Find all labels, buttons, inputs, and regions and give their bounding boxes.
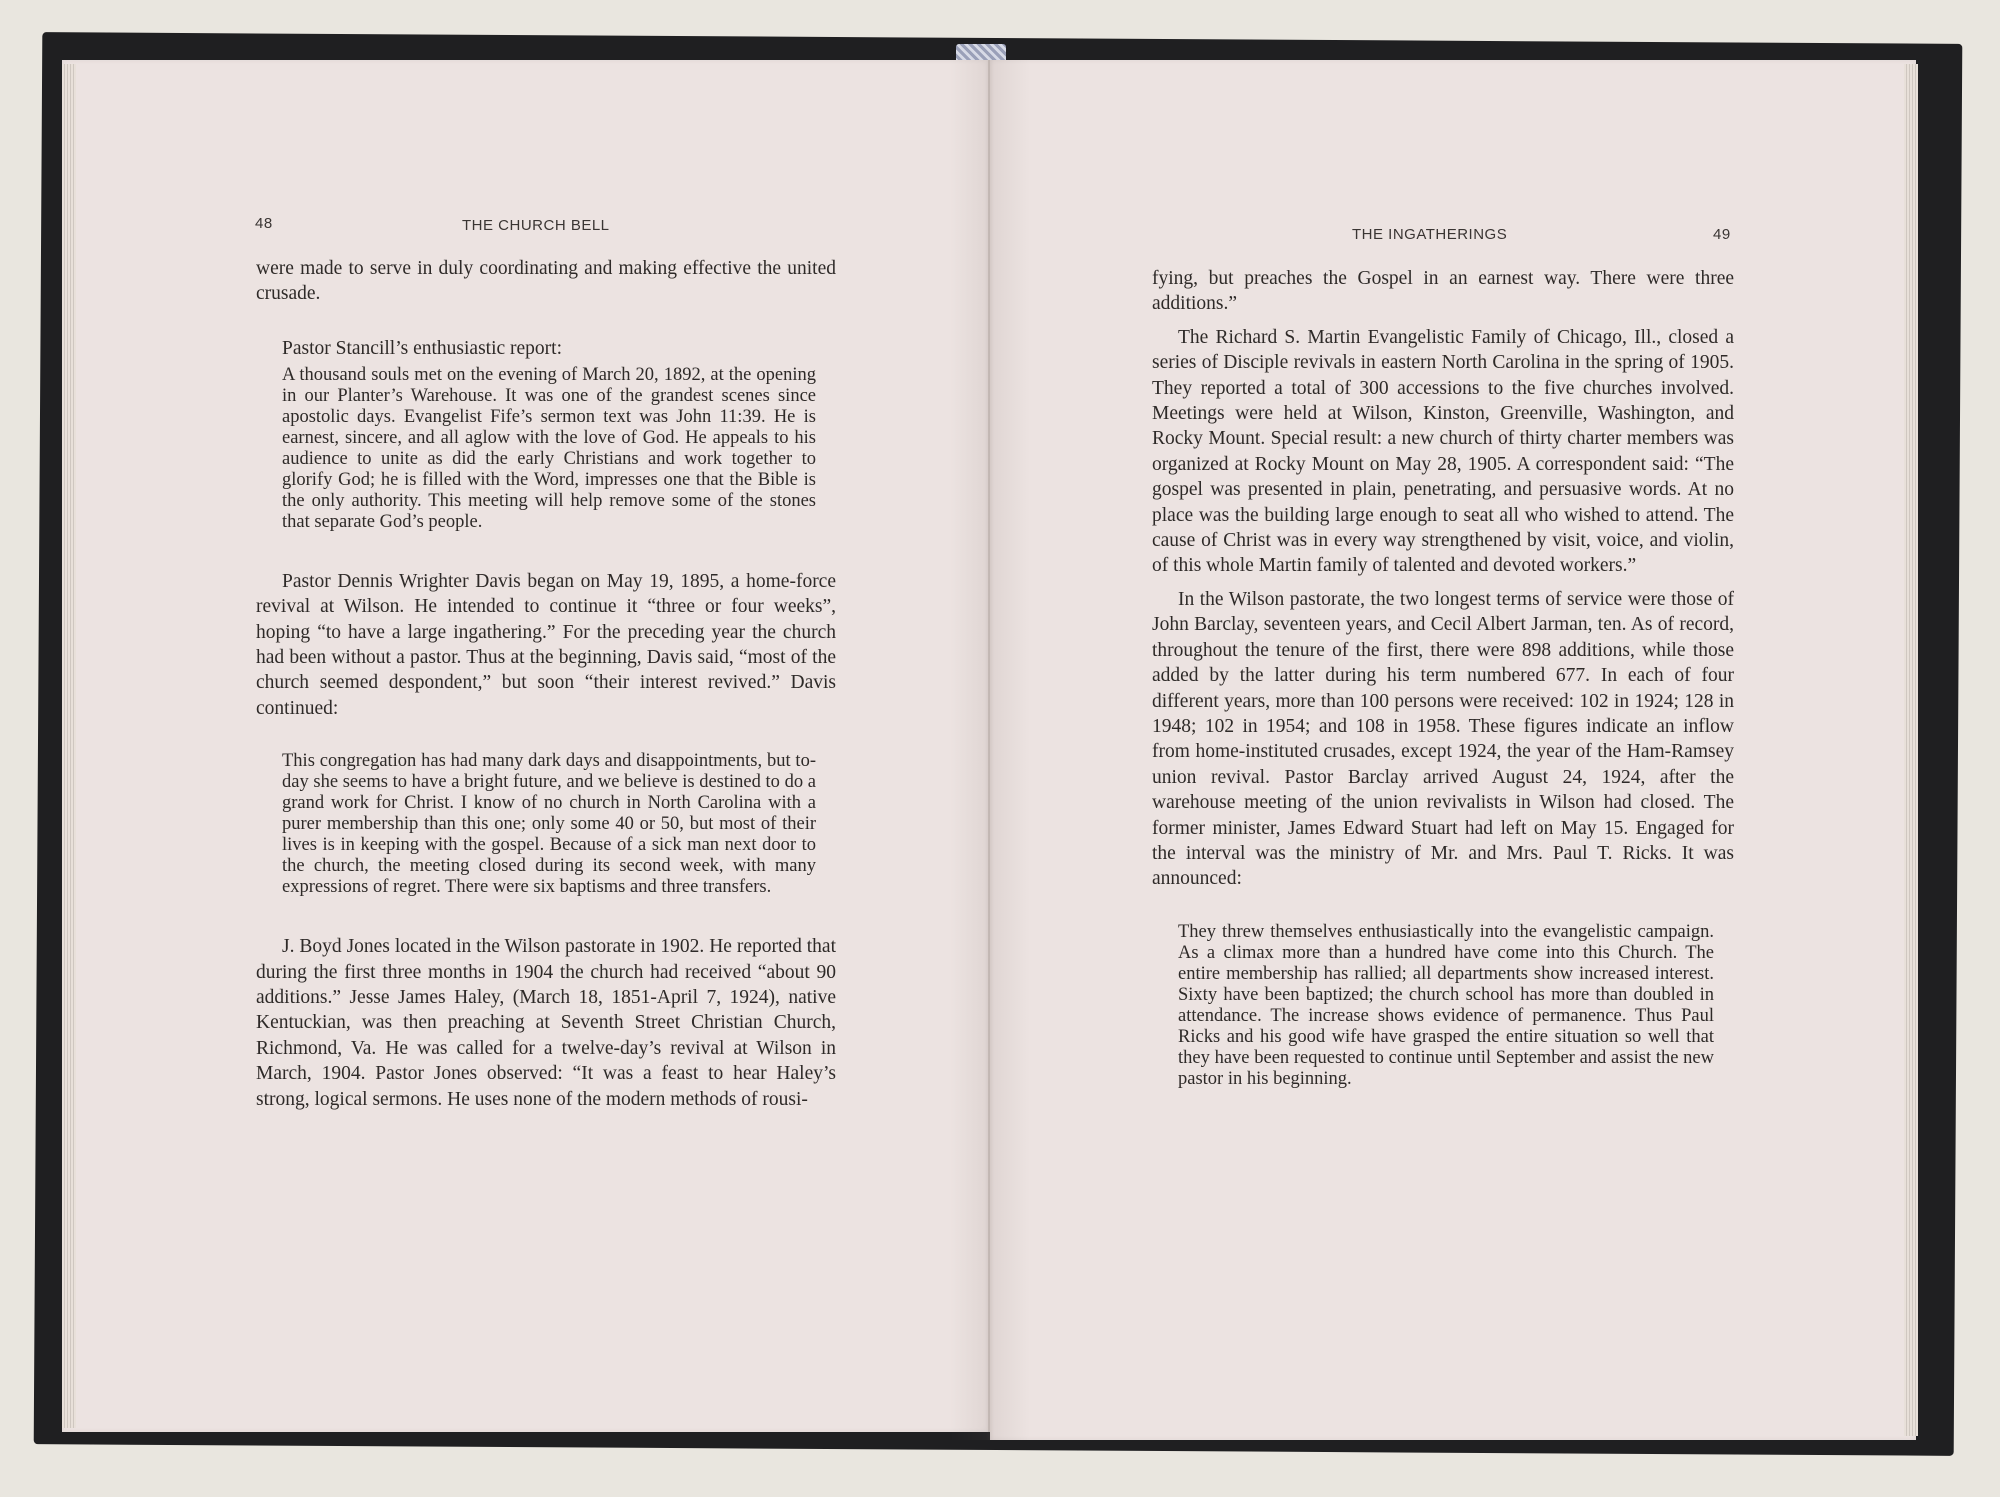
left-quote-1-intro: Pastor Stancill’s enthusiastic report: bbox=[282, 337, 562, 359]
right-page-number: 49 bbox=[1713, 226, 1731, 243]
left-quote-2-text: This congregation has had many dark days and disappointments, but to-day she seems to have a bright future, and we believe is destined to do a grand work for Christ. I know of no church in North Carolina with a purer membership than this one; only some 40 or 50, but most of their lives is in keeping with the gospel. Because of a sick man next door to the church, the meeting closed during its second week, with many expressions of regret. There were six baptisms and three transfers. bbox=[282, 751, 816, 898]
left-quote-1 bbox=[256, 337, 836, 533]
left-paragraph-2: Pastor Dennis Wrighter Davis began on May 19, 1895, a home-force revival at Wilson. He intended to continue it “three or four weeks”, hoping “to have a large ingathering.” For the preceding year the church had been without a pastor. Thus at the beginning, Davis said, “most of the church seemed despondent,” but soon “their interest revived.” Davis continued: bbox=[256, 570, 836, 719]
left-running-head: THE CHURCH BELL bbox=[462, 217, 610, 234]
right-paragraph-2: The Richard S. Martin Evangelistic Family of Chicago, Ill., closed a series of Disciple revivals in eastern North Carolina in the spring of 1905. They reported a total of 300 accessions to the five churches involved. Meetings were held at Wilson, Kinston, Greenville, Washington, and Rocky Mount. Special result: a new church of thirty charter members was organized at Rocky Mount on May 28, 1905. A correspondent said: “The gospel was presented in plain, penetrating, and persuasive words. At no place was the building large enough to seat all who wished to attend. The cause of Christ was in every way strengthened by visit, voice, and violin, of this whole Martin family of talented and devoted workers.” bbox=[1152, 326, 1734, 577]
left-quote-1-text: A thousand souls met on the evening of March 20, 1892, at the opening in our Planter’s Warehouse. It was one of the grandest scenes since apostolic days. Evangelist Fife’s sermon text was John 11:39. He is earnest, sincere, and all aglow with the love of God. He appeals to his audience to unite as did the early Christians and work together to glorify God; he is filled with the Word, impresses one that the Bible is the only authority. This meeting will help remove some of the stones that separate God’s people. bbox=[282, 364, 816, 532]
left-paragraph-1: were made to serve in duly coordinating and making effective the united crusade. bbox=[256, 258, 836, 305]
left-quote-2 bbox=[256, 751, 836, 898]
right-page-edges bbox=[1904, 64, 1918, 1436]
right-quote-1-text: They threw themselves enthusiastically into the evangelistic campaign. As a climax more than a hundred have come into this Church. The entire membership has rallied; all departments show increased interest. Sixty have been baptized; the church school has more than doubled in attendance. The increase shows evidence of permanence. Thus Paul Ricks and his good wife have grasped the entire situation so well that they have been requested to continue until September and assist the new pastor in his beginning. bbox=[1178, 921, 1714, 1089]
right-quote-1 bbox=[1152, 922, 1734, 1090]
right-running-head: THE INGATHERINGS bbox=[1352, 226, 1508, 243]
left-page-edges bbox=[62, 64, 76, 1428]
right-paragraph-3: In the Wilson pastorate, the two longest terms of service were those of John Barclay, seventeen years, and Cecil Albert Jarman, ten. As of record, throughout the tenure of the first, there were 898 additions, while those added by the latter during his term numbered 677. In each of four different years, more than 100 persons were received: 102 in 1924; 128 in 1948; 102 in 1954; and 108 in 1958. These figures indicate an inflow from home-instituted crusades, except 1924, the year of the Ham-Ramsey union revival. Pastor Barclay arrived August 24, 1924, after the warehouse meeting of the union revivalists in Wilson had closed. The former minister, James Edward Stuart had left on May 15. Engaged for the interval was the ministry of Mr. and Mrs. Paul T. Ricks. It was announced: bbox=[1152, 588, 1734, 890]
book-gutter bbox=[950, 60, 1030, 1440]
left-page-text bbox=[256, 256, 836, 1120]
left-paragraph-3: J. Boyd Jones located in the Wilson pastorate in 1902. He reported that during the first three months in 1904 the church had received “about 90 additions.” Jesse James Haley, (March 18, 1851-April 7, 1924), native Kentuckian, was then preaching at Seventh Street Christian Church, Richmond, Va. He was called for a twelve-day’s revival at Wilson in March, 1904. Pastor Jones observed: “It was a feast to hear Haley’s strong, logical sermons. He uses none of the modern methods of rousi- bbox=[256, 936, 836, 1110]
left-page-number: 48 bbox=[255, 215, 273, 232]
right-paragraph-1: fying, but preaches the Gospel in an earnest way. There were three additions.” bbox=[1152, 268, 1734, 315]
right-page-text bbox=[1152, 266, 1734, 1104]
